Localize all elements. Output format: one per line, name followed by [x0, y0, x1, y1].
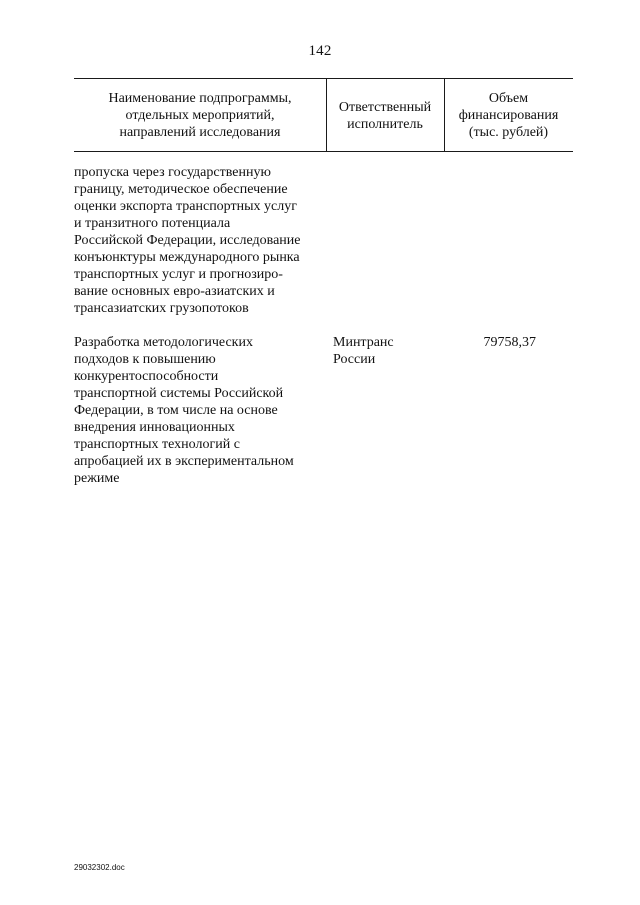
table-top-rule: [74, 78, 573, 79]
header-executor-column: Ответственный исполнитель: [338, 100, 432, 132]
header-name-column: Наименование подпрограммы, отдельных мероприятий, направлений исследования: [108, 91, 292, 140]
table-row-amount: 79758,37: [483, 335, 536, 350]
header-funding-column: Объем финансирования (тыс. рублей): [458, 91, 559, 140]
continuation-text: пропуска через государственную границу, методическое обеспечение оценки экспорта транспортных услуг и транзитного потенциала Российской Федерации, исследование конъюнктуры международного рынка транспортных услуг и прогнозиро- вание основных евро-азиатских и трансазиатских грузопотоков: [74, 165, 301, 316]
footer-filename: 29032302.doc: [74, 863, 125, 872]
table-row-name: Разработка методологических подходов к повышению конкурентоспособности транспортной системы Российской Федерации, в том числе на основе внедрения инновационных транспортных технологий с апробацией их в экспериментальном режиме: [74, 335, 294, 486]
table-row-executor: Минтранс России: [333, 335, 394, 367]
page-number: 142: [308, 43, 332, 59]
table-header-bottom-rule: [74, 151, 573, 152]
